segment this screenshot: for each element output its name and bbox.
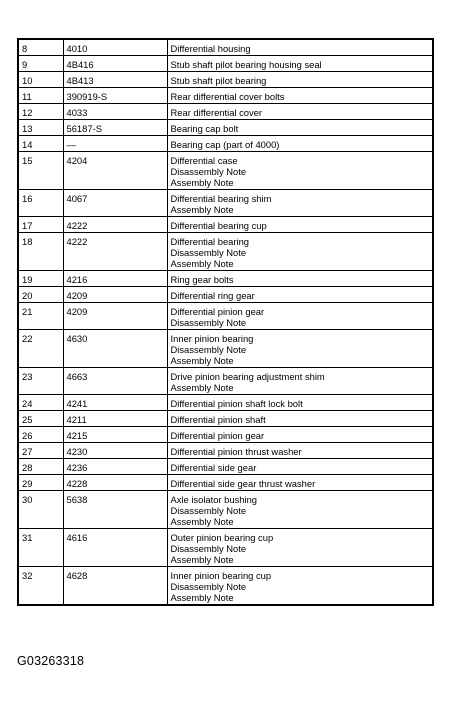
description-line: Disassembly Note — [170, 344, 247, 355]
description-cell — [167, 368, 433, 395]
part-number-cell: 4216 — [63, 271, 167, 287]
description-line: Disassembly Note — [170, 166, 247, 177]
part-number-cell: 4211 — [63, 411, 167, 427]
description-line: Disassembly Note — [170, 317, 247, 328]
table-row — [18, 72, 433, 88]
part-number-cell: 4222 — [63, 233, 167, 271]
description-cell — [167, 152, 433, 190]
description-line: Outer pinion bearing cup — [170, 532, 274, 543]
part-number-cell: — — [63, 136, 167, 152]
description-line: Differential side gear — [170, 462, 257, 473]
item-number-cell: 11 — [18, 88, 63, 104]
description-line: Differential case — [170, 155, 238, 166]
description-cell — [167, 567, 433, 606]
part-number-cell: 56187-S — [63, 120, 167, 136]
part-number-cell: 4209 — [63, 303, 167, 330]
description-cell — [167, 56, 433, 72]
description-line: Assembly Note — [170, 382, 234, 393]
table-row — [18, 303, 433, 330]
part-number-cell: 4204 — [63, 152, 167, 190]
table-row — [18, 330, 433, 368]
description-line: Differential ring gear — [170, 290, 255, 301]
part-number-cell: 4663 — [63, 368, 167, 395]
description-line: Rear differential cover bolts — [170, 91, 285, 102]
item-number-cell: 22 — [18, 330, 63, 368]
item-number-cell: 30 — [18, 491, 63, 529]
part-number-cell: 4215 — [63, 427, 167, 443]
table-row — [18, 411, 433, 427]
item-number-cell: 21 — [18, 303, 63, 330]
description-line: Bearing cap bolt — [170, 123, 239, 134]
part-number-cell: 4222 — [63, 217, 167, 233]
item-number-cell: 13 — [18, 120, 63, 136]
description-cell — [167, 459, 433, 475]
item-number-cell: 24 — [18, 395, 63, 411]
description-line: Differential pinion shaft — [170, 414, 266, 425]
description-line: Bearing cap (part of 4000) — [170, 139, 280, 150]
table-row — [18, 56, 433, 72]
description-line: Differential bearing cup — [170, 220, 267, 231]
description-cell — [167, 475, 433, 491]
part-number-cell: 4228 — [63, 475, 167, 491]
description-line: Differential side gear thrust washer — [170, 478, 316, 489]
table-row — [18, 271, 433, 287]
table-row — [18, 475, 433, 491]
part-number-cell: 4241 — [63, 395, 167, 411]
description-line: Assembly Note — [170, 258, 234, 269]
description-line: Differential bearing — [170, 236, 250, 247]
part-number-cell: 4230 — [63, 443, 167, 459]
description-cell — [167, 271, 433, 287]
table-row — [18, 427, 433, 443]
item-number-cell: 20 — [18, 287, 63, 303]
description-cell — [167, 287, 433, 303]
description-cell — [167, 72, 433, 88]
part-number-cell: 4010 — [63, 39, 167, 56]
description-line: Disassembly Note — [170, 247, 247, 258]
description-cell — [167, 427, 433, 443]
table-row — [18, 136, 433, 152]
description-cell — [167, 190, 433, 217]
description-line: Inner pinion bearing — [170, 333, 254, 344]
part-number-cell: 4B413 — [63, 72, 167, 88]
description-line: Rear differential cover — [170, 107, 263, 118]
table-row — [18, 233, 433, 271]
table-row — [18, 368, 433, 395]
description-cell — [167, 39, 433, 56]
item-number-cell: 17 — [18, 217, 63, 233]
description-line: Assembly Note — [170, 516, 234, 527]
table-row — [18, 491, 433, 529]
item-number-cell: 16 — [18, 190, 63, 217]
description-line: Differential pinion gear — [170, 430, 265, 441]
description-line: Stub shaft pilot bearing — [170, 75, 267, 86]
part-number-cell: 4236 — [63, 459, 167, 475]
table-row — [18, 217, 433, 233]
description-line: Differential pinion thrust washer — [170, 446, 302, 457]
item-number-cell: 10 — [18, 72, 63, 88]
description-cell — [167, 395, 433, 411]
table-row — [18, 459, 433, 475]
description-line: Disassembly Note — [170, 543, 247, 554]
item-number-cell: 25 — [18, 411, 63, 427]
description-line: Disassembly Note — [170, 505, 247, 516]
item-number-cell: 31 — [18, 529, 63, 567]
table-row — [18, 567, 433, 606]
description-line: Inner pinion bearing cup — [170, 570, 272, 581]
description-cell — [167, 330, 433, 368]
description-cell — [167, 529, 433, 567]
table-row — [18, 287, 433, 303]
part-number-cell: 4B416 — [63, 56, 167, 72]
item-number-cell: 15 — [18, 152, 63, 190]
table-row — [18, 120, 433, 136]
item-number-cell: 18 — [18, 233, 63, 271]
description-line: Disassembly Note — [170, 581, 247, 592]
description-cell — [167, 491, 433, 529]
part-number-cell: 5638 — [63, 491, 167, 529]
item-number-cell: 26 — [18, 427, 63, 443]
item-number-cell: 23 — [18, 368, 63, 395]
part-number-cell: 4209 — [63, 287, 167, 303]
table-row — [18, 88, 433, 104]
item-number-cell: 27 — [18, 443, 63, 459]
description-line: Differential pinion shaft lock bolt — [170, 398, 303, 409]
part-number-cell: 4630 — [63, 330, 167, 368]
description-line: Differential housing — [170, 43, 251, 54]
item-number-cell: 8 — [18, 39, 63, 56]
table-row — [18, 104, 433, 120]
description-line: Ring gear bolts — [170, 274, 234, 285]
part-number-cell: 390919-S — [63, 88, 167, 104]
item-number-cell: 9 — [18, 56, 63, 72]
description-line: Assembly Note — [170, 177, 234, 188]
item-number-cell: 14 — [18, 136, 63, 152]
description-cell — [167, 233, 433, 271]
table-row — [18, 395, 433, 411]
figure-id: G03263318 — [17, 654, 85, 668]
part-number-cell: 4628 — [63, 567, 167, 606]
table-row — [18, 529, 433, 567]
description-line: Stub shaft pilot bearing housing seal — [170, 59, 322, 70]
description-line: Differential pinion gear — [170, 306, 265, 317]
description-line: Assembly Note — [170, 554, 234, 565]
description-line: Assembly Note — [170, 355, 234, 366]
description-cell — [167, 104, 433, 120]
item-number-cell: 19 — [18, 271, 63, 287]
part-number-cell: 4067 — [63, 190, 167, 217]
parts-table-body — [18, 39, 433, 605]
table-row — [18, 39, 433, 56]
description-cell — [167, 303, 433, 330]
description-line: Assembly Note — [170, 592, 234, 603]
part-number-cell: 4033 — [63, 104, 167, 120]
description-line: Drive pinion bearing adjustment shim — [170, 371, 325, 382]
item-number-cell: 12 — [18, 104, 63, 120]
description-line: Assembly Note — [170, 204, 234, 215]
description-line: Axle isolator bushing — [170, 494, 258, 505]
item-number-cell: 32 — [18, 567, 63, 606]
description-cell — [167, 88, 433, 104]
part-number-cell: 4616 — [63, 529, 167, 567]
description-cell — [167, 443, 433, 459]
item-number-cell: 28 — [18, 459, 63, 475]
description-cell — [167, 120, 433, 136]
description-cell — [167, 217, 433, 233]
table-row — [18, 443, 433, 459]
description-cell — [167, 136, 433, 152]
table-row — [18, 152, 433, 190]
description-cell — [167, 411, 433, 427]
item-number-cell: 29 — [18, 475, 63, 491]
parts-table — [17, 38, 434, 606]
description-line: Differential bearing shim — [170, 193, 272, 204]
table-row — [18, 190, 433, 217]
